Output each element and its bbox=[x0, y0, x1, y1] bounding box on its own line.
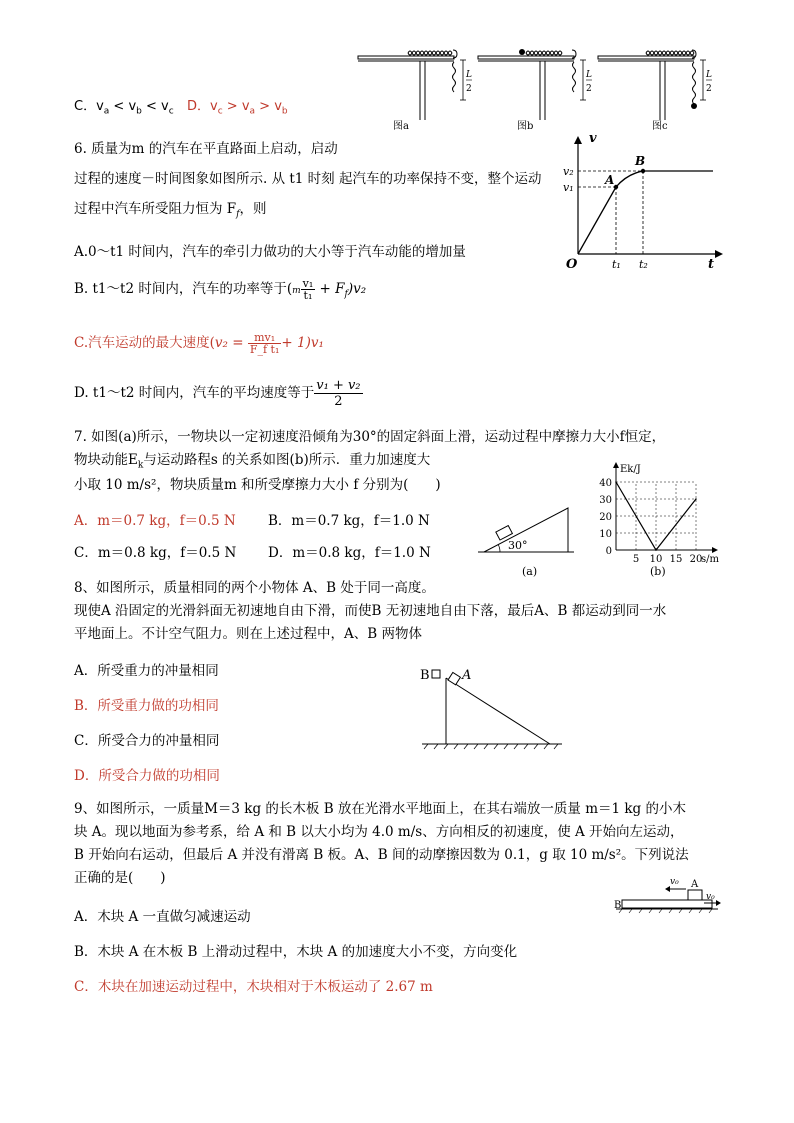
q9-v0-left: v₀ bbox=[670, 877, 679, 887]
graph-t-label: t bbox=[708, 257, 715, 272]
len-label-c-2: 2 bbox=[706, 84, 712, 94]
q7-stem-line3: 小取 10 m/s²，物块质量m 和所受摩擦力大小 f 分别为( ) bbox=[74, 477, 441, 493]
q8-label-a: A bbox=[462, 668, 472, 683]
q8-stem-line3: 平地面上。不计空气阻力。则在上述过程中，A、B 两物体 bbox=[74, 626, 422, 642]
graph-b-label: B bbox=[635, 154, 646, 168]
q7-option-d[interactable]: D．m＝0.8 kg，f＝1.0 N bbox=[268, 545, 431, 561]
x-tick-20: 20 bbox=[689, 554, 703, 565]
q8-slope-figure bbox=[418, 664, 568, 750]
q9-label-b: B bbox=[614, 900, 622, 911]
y-tick-0: 0 bbox=[605, 546, 612, 557]
series-point-0-0 bbox=[615, 481, 617, 483]
len-label-b: L bbox=[586, 70, 592, 80]
q6-b-fraction: $\frac{\text{v₁}}{\text{t₁}}$ bbox=[302, 277, 314, 302]
len-label-a: L bbox=[466, 70, 472, 80]
len-label-a-2: 2 bbox=[466, 84, 472, 94]
q8-option-d[interactable]: D．所受合力做的功相同 bbox=[74, 768, 220, 784]
graph-v2-label: v₂ bbox=[563, 165, 574, 178]
graph-t1-label: t₁ bbox=[612, 258, 621, 271]
q6-c-fraction: $\frac{\text{mv₁}}{\text{F\_f t₁}}$ bbox=[249, 331, 280, 356]
q6-stem-line1: 6. 质量为m 的汽车在平直路面上启动，启动 bbox=[74, 141, 338, 157]
q8-stem-line2: 现使A 沿固定的光滑斜面无初速地自由下滑，而使B 无初速地自由下落，最后A、B 都运动到同一水 bbox=[74, 603, 667, 619]
y-axis-label: Ek/J bbox=[620, 464, 641, 475]
q7-stem-line1: 7. 如图(a)所示，一物块以一定初速度沿倾角为30°的固定斜面上滑，运动过程中摩擦力大小f恒定， bbox=[74, 429, 666, 445]
graph-a-label: A bbox=[605, 173, 615, 187]
figure-a bbox=[358, 50, 472, 120]
y-tick-20: 20 bbox=[599, 512, 612, 523]
y-tick-10: 10 bbox=[599, 529, 612, 540]
figure-b bbox=[478, 49, 592, 120]
q9-stem-line1: 9、如图所示，一质量M＝3 kg 的长木板 B 放在光滑水平地面上，在其右端放一质量 m＝1 kg 的小木 bbox=[74, 801, 686, 817]
q8-option-c[interactable]: C．所受合力的冲量相同 bbox=[74, 733, 220, 749]
len-label-b-2: 2 bbox=[586, 84, 592, 94]
fig-c-label: 图c bbox=[652, 121, 668, 132]
q9-stem-line2: 块 A。现以地面为参考系，给 A 和 B 以大小均为 4.0 m/s、方向相反的初速度，使 A 开始向左运动， bbox=[74, 824, 684, 840]
series-point-0-2 bbox=[695, 498, 697, 500]
q8-option-a[interactable]: A．所受重力的冲量相同 bbox=[74, 663, 219, 679]
q8-option-b[interactable]: B．所受重力做的功相同 bbox=[74, 698, 219, 714]
figure-c bbox=[598, 50, 712, 120]
q7-option-a[interactable]: A．m＝0.7 kg，f＝0.5 N bbox=[74, 513, 236, 529]
q7-option-b[interactable]: B．m＝0.7 kg，f＝1.0 N bbox=[268, 513, 430, 529]
graph-v-label: v bbox=[589, 131, 597, 146]
q6-option-d[interactable]: D. t1～t2 时间内，汽车的平均速度等于 $\frac{\text{v₁ + v₂}}{2}$ bbox=[74, 378, 361, 409]
x-axis-arrow bbox=[712, 547, 718, 553]
q9-stem-line3: B 开始向右运动，但最后 A 并没有滑离 B 板。A、B 间的动摩擦因数为 0.1，g 取 10 m/s²。下列说法 bbox=[74, 847, 689, 863]
q9-stem-line4: 正确的是( ) bbox=[74, 870, 166, 886]
q5-option-d[interactable]: D．$v_c > v_a > v_b$ bbox=[187, 99, 288, 117]
q9-option-b[interactable]: B．木块 A 在木板 B 上滑动过程中，木块 A 的加速度大小不变，方向变化 bbox=[74, 944, 518, 960]
graph-v1-label: v₁ bbox=[563, 181, 574, 194]
y-tick-30: 30 bbox=[599, 495, 612, 506]
x-tick-10: 10 bbox=[649, 554, 663, 565]
y-axis-arrow bbox=[613, 462, 619, 468]
graph-o-label: O bbox=[566, 257, 578, 272]
q6-stem-line2: 过程的速度－时间图象如图所示. 从 t1 时刻 起汽车的功率保持不变，整个运动 bbox=[74, 171, 542, 187]
series-point-0-1 bbox=[655, 549, 657, 551]
q7-fig-b-label: (b) bbox=[650, 565, 666, 578]
q9-label-a: A bbox=[691, 879, 699, 890]
q7-stem-line2: 物块动能$E_k$与运动路程s 的关系如图(b)所示．重力加速度大 bbox=[74, 452, 431, 471]
q6-option-a[interactable]: A.0～t1 时间内，汽车的牵引力做功的大小等于汽车动能的增加量 bbox=[74, 244, 466, 260]
q8-stem-line1: 8、如图所示，质量相同的两个小物体 A、B 处于同一高度。 bbox=[74, 580, 435, 596]
len-label-c: L bbox=[706, 70, 712, 80]
q9-option-a[interactable]: A．木块 A 一直做匀减速运动 bbox=[74, 909, 251, 925]
q9-option-c[interactable]: C．木块在加速运动过程中，木块相对于木板运动了 2.67 m bbox=[74, 979, 433, 995]
q7-ek-chart bbox=[588, 462, 728, 572]
q6-d-fraction: $\frac{\text{v₁ + v₂}}{2}$ bbox=[316, 378, 361, 409]
q7-option-c[interactable]: C．m＝0.8 kg，f＝0.5 N bbox=[74, 545, 237, 561]
q6-vt-graph bbox=[565, 132, 725, 272]
x-tick-15: 15 bbox=[669, 554, 683, 565]
graph-t2-label: t₂ bbox=[639, 258, 648, 271]
x-axis-label: s/m bbox=[701, 554, 719, 565]
incline-angle: 30° bbox=[508, 539, 528, 552]
fig-a-label: 图a bbox=[393, 121, 409, 132]
q5-option-c[interactable]: C．$v_a < v_b < v_c$ bbox=[74, 99, 174, 117]
fig-b-label: 图b bbox=[517, 121, 534, 132]
q8-label-b: B bbox=[420, 668, 430, 683]
x-tick-5: 5 bbox=[632, 554, 640, 565]
q9-v0-right: v₀ bbox=[706, 892, 715, 902]
q7-fig-a-label: (a) bbox=[522, 565, 538, 578]
q6-option-c[interactable]: C.汽车运动的最大速度(v₂ = $\frac{\text{mv₁}}{\text{F\_f t₁}}$ + 1)v₁ bbox=[74, 331, 324, 356]
q6-option-b[interactable]: B. t1～t2 时间内，汽车的功率等于(m $\frac{\text{v₁}}{\text{t₁}}$ + $F_f)v_2$ bbox=[74, 277, 367, 302]
q9-board-figure bbox=[612, 872, 722, 916]
q6-stem-line3: 过程中汽车所受阻力恒为 $F_f$，则 bbox=[74, 201, 267, 220]
y-tick-40: 40 bbox=[599, 478, 612, 489]
